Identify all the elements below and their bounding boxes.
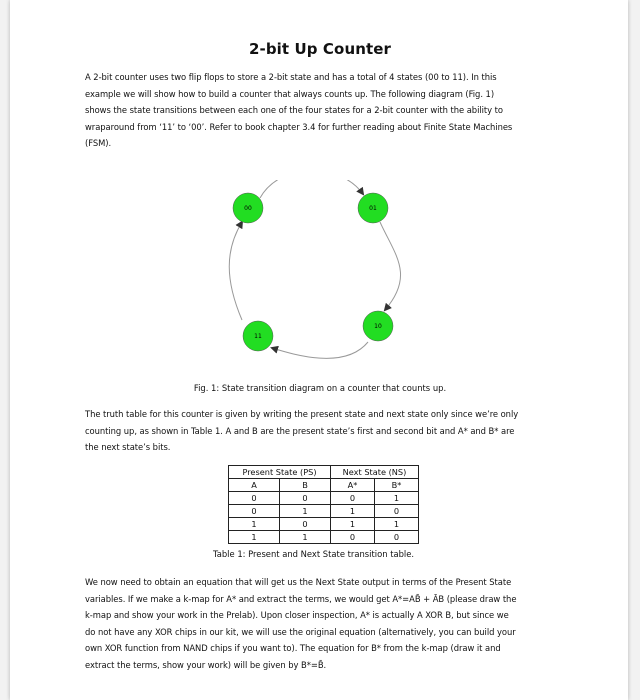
state-node-11 <box>243 321 273 351</box>
transition-01-10 <box>380 222 401 310</box>
intro-line: (FSM). <box>85 138 112 148</box>
svg-text:11: 11 <box>254 333 262 340</box>
table-cell: 0 <box>229 505 280 518</box>
state-transition-diagram <box>220 180 420 365</box>
table-cell: 1 <box>331 518 375 531</box>
intro-line: example we will show how to build a counter that always counts up. The following diagram (Fig. 1) <box>85 88 495 99</box>
table-row <box>229 505 419 518</box>
truth-table-intro <box>85 406 560 456</box>
table-row <box>229 518 419 531</box>
table-cell: 1 <box>229 518 280 531</box>
svg-text:00: 00 <box>244 205 252 212</box>
svg-text:01: 01 <box>369 205 377 212</box>
figure-caption: Fig. 1: State transition diagram on a counter that counts up. <box>193 383 447 393</box>
transition-11-00 <box>229 222 242 320</box>
truth-intro-line: the next state’s bits. <box>85 442 171 452</box>
col-header-b: B <box>280 479 331 492</box>
closing-line: We now need to obtain an equation that will get us the Next State output in terms of the Present State <box>85 577 512 587</box>
table-cell: 1 <box>331 505 375 518</box>
table-row <box>229 492 419 505</box>
table-cell: 1 <box>280 531 331 544</box>
svg-text:10: 10 <box>374 323 382 330</box>
state-node-10 <box>363 311 393 341</box>
present-state-header: Present State (PS) <box>229 466 331 479</box>
col-header-a: A <box>229 479 280 492</box>
truth-table <box>228 465 419 544</box>
table-column-header-row <box>229 479 419 492</box>
table-cell: 0 <box>331 531 375 544</box>
closing-line: variables. If we make a k-map for A* and extract the terms, we would get A*=AB̄ + ĀB (please draw the <box>85 593 517 604</box>
next-state-header: Next State (NS) <box>331 466 419 479</box>
closing-line: own XOR function from NAND chips if you want to). The equation for B* from the k-map (draw it and <box>85 643 501 653</box>
col-header-b-next: B* <box>375 479 419 492</box>
state-node-01 <box>358 193 388 223</box>
transition-00-01 <box>260 180 363 198</box>
truth-intro-line: counting up, as shown in Table 1. A and B are the present state’s first and second bit and A* and B* are <box>85 425 515 436</box>
intro-paragraph <box>85 69 560 152</box>
col-header-a-next: A* <box>331 479 375 492</box>
state-node-00 <box>233 193 263 223</box>
closing-line: extract the terms, show your work) will be given by B*=B̄. <box>85 659 327 670</box>
table-caption: Table 1: Present and Next State transition table. <box>213 549 415 559</box>
transition-10-11 <box>272 342 368 358</box>
intro-line: A 2-bit counter uses two flip flops to store a 2-bit state and has a total of 4 states (00 to 11). In this <box>85 72 497 82</box>
table-cell: 0 <box>375 531 419 544</box>
table-row <box>229 531 419 544</box>
intro-line: shows the state transitions between each one of the four states for a 2-bit counter with the ability to <box>85 105 503 115</box>
table-cell: 1 <box>229 531 280 544</box>
table-cell: 0 <box>229 492 280 505</box>
table-cell: 0 <box>331 492 375 505</box>
table-cell: 1 <box>375 492 419 505</box>
table-cell: 1 <box>280 505 331 518</box>
table-group-header-row <box>229 466 419 479</box>
closing-line: do not have any XOR chips in our kit, we will use the original equation (alternatively, you can build your <box>85 626 516 637</box>
table-cell: 0 <box>280 518 331 531</box>
table-cell: 1 <box>375 518 419 531</box>
closing-line: k-map and show your work in the Prelab). Upon closer inspection, A* is actually A XOR B, but since we <box>85 610 509 620</box>
closing-paragraph <box>85 574 560 673</box>
truth-intro-line: The truth table for this counter is given by writing the present state and next state only since we’re only <box>85 409 519 419</box>
page-title: 2-bit Up Counter <box>248 40 392 58</box>
table-cell: 0 <box>280 492 331 505</box>
intro-line: wraparound from ‘11’ to ‘00’. Refer to book chapter 3.4 for further reading about Finite State Machines <box>85 121 513 132</box>
table-cell: 0 <box>375 505 419 518</box>
